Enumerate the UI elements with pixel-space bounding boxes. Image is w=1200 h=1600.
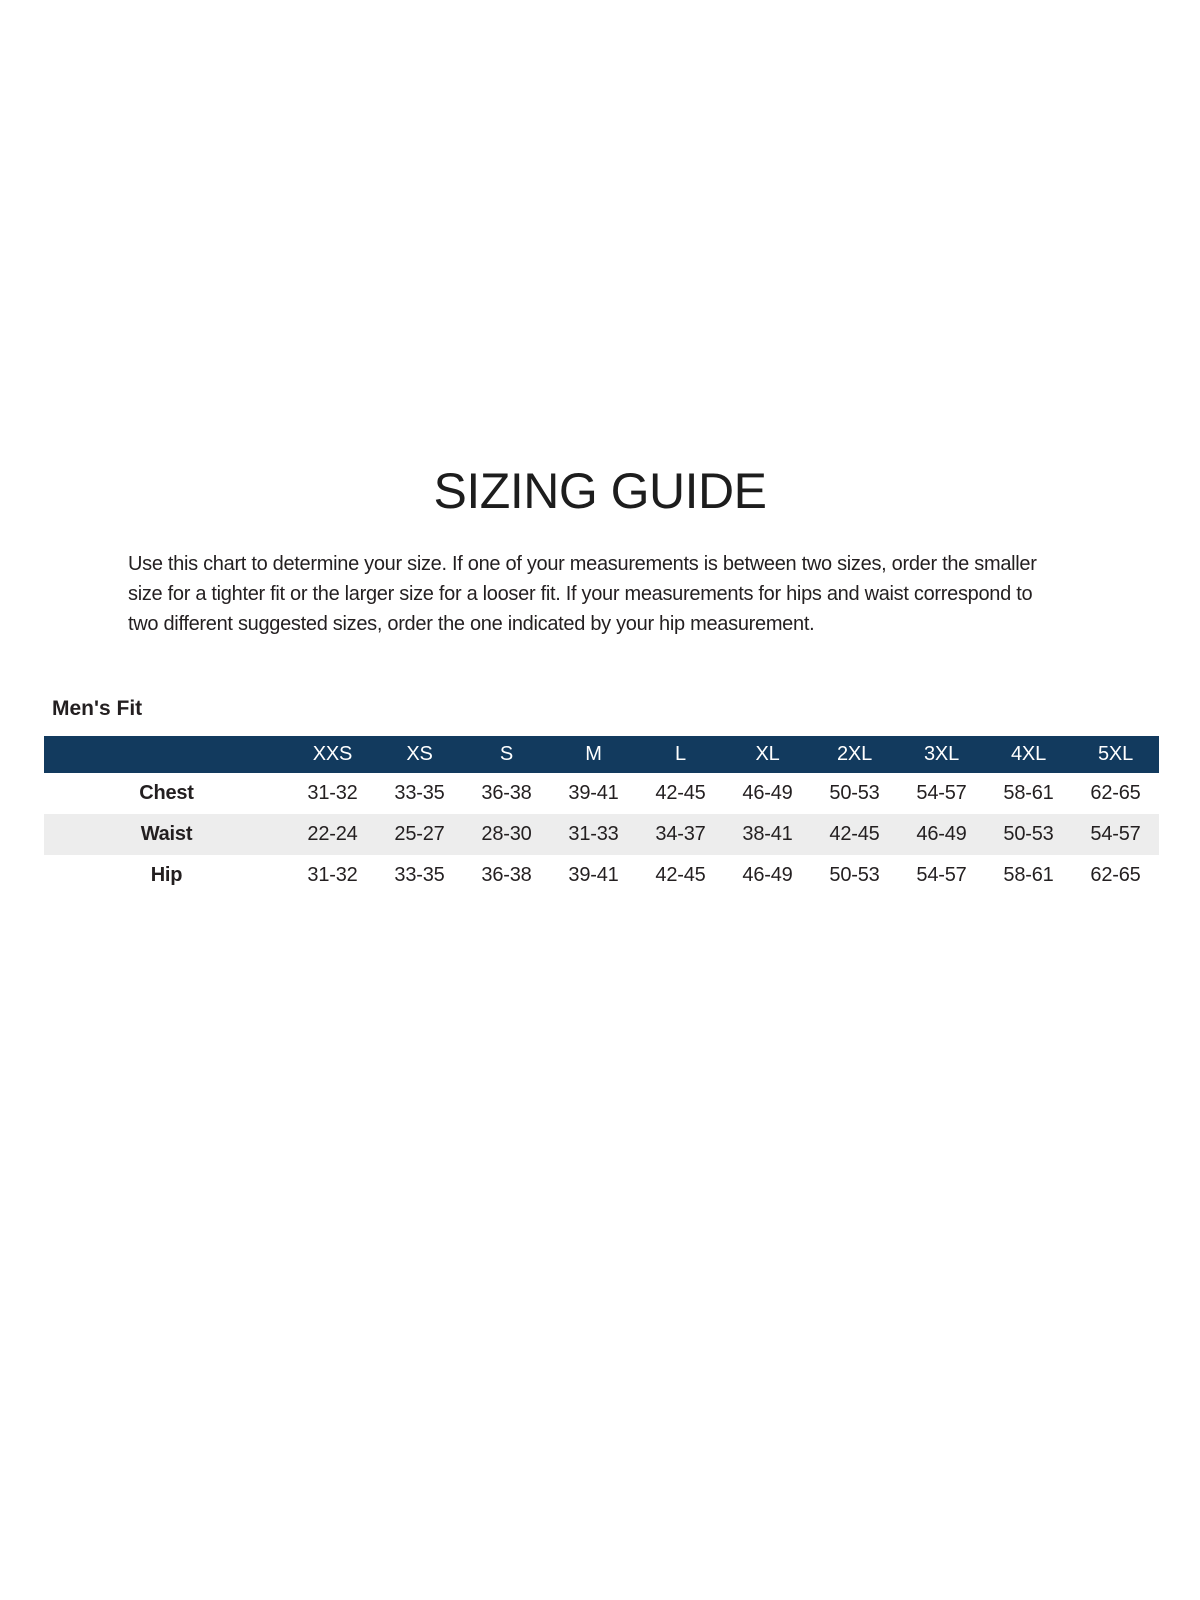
column-header-s: S — [499, 743, 514, 765]
cell-waist-3xl: 46-49 — [916, 823, 967, 845]
cell-hip-l: 42-45 — [655, 864, 706, 886]
cell-hip-3xl: 54-57 — [916, 864, 967, 886]
intro-line: size for a tighter fit or the larger size for a looser fit. If your measurements for hips and waist correspond to — [128, 583, 1033, 605]
cell-waist-m: 31-33 — [568, 823, 619, 845]
cell-chest-3xl: 54-57 — [916, 782, 967, 804]
cell-chest-2xl: 50-53 — [829, 782, 880, 804]
column-header-4xl: 4XL — [1011, 743, 1046, 765]
cell-waist-5xl: 54-57 — [1090, 823, 1141, 845]
column-header-5xl: 5XL — [1098, 743, 1133, 765]
intro-line: two different suggested sizes, order the one indicated by your hip measurement. — [128, 613, 815, 635]
intro-line: Use this chart to determine your size. If one of your measurements is between two sizes, order the smaller — [128, 553, 1037, 575]
cell-hip-xl: 46-49 — [742, 864, 793, 886]
section-label-mens-fit: Men's Fit — [52, 697, 143, 720]
column-header-2xl: 2XL — [837, 743, 872, 765]
cell-hip-m: 39-41 — [568, 864, 619, 886]
cell-waist-xs: 25-27 — [394, 823, 445, 845]
cell-hip-xs: 33-35 — [394, 864, 445, 886]
cell-chest-l: 42-45 — [655, 782, 706, 804]
cell-chest-xxs: 31-32 — [307, 782, 358, 804]
cell-hip-4xl: 58-61 — [1003, 864, 1054, 886]
page-title: SIZING GUIDE — [433, 463, 767, 519]
cell-chest-5xl: 62-65 — [1090, 782, 1141, 804]
intro-paragraph — [128, 549, 1037, 639]
table-header-row — [44, 736, 1159, 773]
row-label-chest: Chest — [139, 782, 194, 804]
column-header-xxs: XXS — [312, 743, 353, 765]
cell-hip-s: 36-38 — [481, 864, 532, 886]
cell-waist-xl: 38-41 — [742, 823, 793, 845]
column-header-m: M — [585, 743, 602, 765]
column-header-3xl: 3XL — [924, 743, 959, 765]
row-label-waist: Waist — [140, 823, 193, 845]
cell-chest-xl: 46-49 — [742, 782, 793, 804]
cell-waist-l: 34-37 — [655, 823, 706, 845]
cell-chest-4xl: 58-61 — [1003, 782, 1054, 804]
cell-waist-xxs: 22-24 — [307, 823, 358, 845]
cell-chest-xs: 33-35 — [394, 782, 445, 804]
cell-waist-4xl: 50-53 — [1003, 823, 1054, 845]
cell-chest-m: 39-41 — [568, 782, 619, 804]
cell-waist-2xl: 42-45 — [829, 823, 880, 845]
table-row-waist — [44, 814, 1159, 855]
cell-hip-2xl: 50-53 — [829, 864, 880, 886]
cell-chest-s: 36-38 — [481, 782, 532, 804]
table-row-hip — [44, 855, 1159, 896]
column-header-xs: XS — [406, 743, 433, 765]
cell-hip-5xl: 62-65 — [1090, 864, 1141, 886]
table-row-chest — [44, 773, 1159, 814]
sizing-table — [44, 736, 1159, 896]
row-label-hip: Hip — [150, 864, 183, 886]
cell-waist-s: 28-30 — [481, 823, 532, 845]
cell-hip-xxs: 31-32 — [307, 864, 358, 886]
column-header-xl: XL — [755, 743, 780, 765]
column-header-l: L — [675, 743, 686, 765]
